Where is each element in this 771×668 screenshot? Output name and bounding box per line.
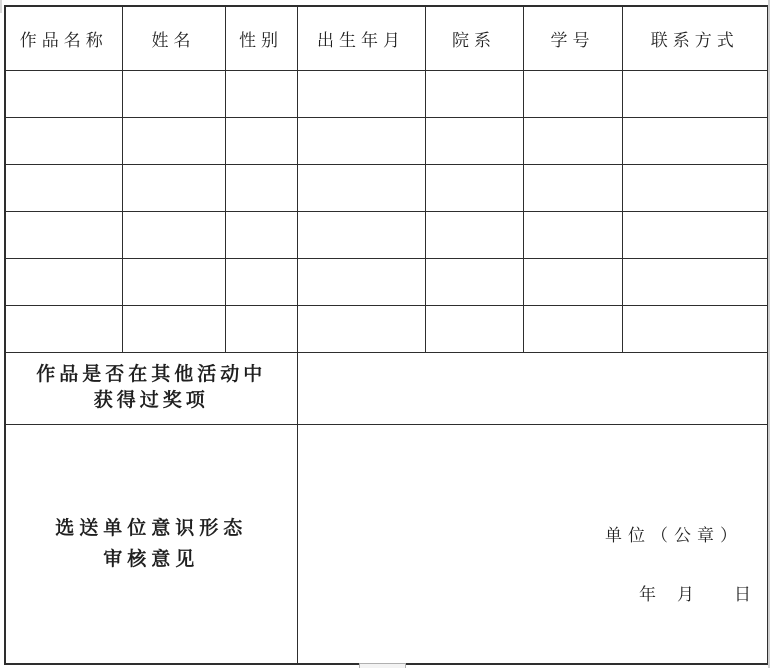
entry-cell[interactable]	[225, 305, 297, 352]
award-question-line1: 作品是否在其他活动中	[36, 364, 267, 385]
review-label-line1: 选送单位意识形态	[55, 517, 248, 539]
entry-cell[interactable]	[523, 117, 622, 164]
entry-cell[interactable]	[5, 305, 122, 352]
entry-cell[interactable]	[5, 117, 122, 164]
award-answer-cell[interactable]	[297, 352, 768, 424]
entry-row-2	[5, 117, 768, 164]
application-form-table	[4, 5, 769, 665]
header-cell-department: 院系	[425, 6, 523, 70]
entry-cell[interactable]	[425, 164, 523, 211]
entry-cell[interactable]	[122, 117, 225, 164]
header-cell-student-id: 学号	[523, 6, 622, 70]
entry-row-6	[5, 305, 768, 352]
header-cell-gender: 性别	[225, 6, 297, 70]
entry-cell[interactable]	[622, 211, 768, 258]
entry-cell[interactable]	[122, 211, 225, 258]
entry-cell[interactable]	[225, 70, 297, 117]
entry-cell[interactable]	[622, 164, 768, 211]
entry-cell[interactable]	[523, 70, 622, 117]
entry-cell[interactable]	[297, 164, 425, 211]
entry-cell[interactable]	[622, 305, 768, 352]
entry-cell[interactable]	[523, 258, 622, 305]
entry-cell[interactable]	[425, 258, 523, 305]
page-corner-tick	[0, 0, 2, 13]
entry-cell[interactable]	[523, 164, 622, 211]
entry-cell[interactable]	[297, 305, 425, 352]
entry-cell[interactable]	[5, 258, 122, 305]
review-comment-area[interactable]	[297, 424, 768, 664]
entry-row-1	[5, 70, 768, 117]
entry-cell[interactable]	[622, 117, 768, 164]
entry-cell[interactable]	[297, 211, 425, 258]
entry-cell[interactable]	[425, 117, 523, 164]
entry-cell[interactable]	[523, 305, 622, 352]
header-cell-work-title: 作品名称	[5, 6, 122, 70]
award-question-line2: 获得过奖项	[93, 390, 209, 411]
header-cell-birth-date: 出生年月	[297, 6, 425, 70]
date-label: 年 月 日	[639, 584, 753, 604]
entry-row-5	[5, 258, 768, 305]
entry-cell[interactable]	[5, 164, 122, 211]
entry-cell[interactable]	[122, 258, 225, 305]
table-resize-handle[interactable]	[359, 663, 406, 668]
entry-cell[interactable]	[622, 258, 768, 305]
entry-cell[interactable]	[5, 211, 122, 258]
header-cell-name: 姓名	[122, 6, 225, 70]
entry-cell[interactable]	[425, 305, 523, 352]
entry-cell[interactable]	[523, 211, 622, 258]
entry-cell[interactable]	[225, 164, 297, 211]
header-row	[5, 6, 768, 70]
entry-cell[interactable]	[622, 70, 768, 117]
entry-cell[interactable]	[297, 258, 425, 305]
entry-cell[interactable]	[5, 70, 122, 117]
award-question-row	[5, 352, 768, 424]
entry-cell[interactable]	[225, 211, 297, 258]
review-section-label	[5, 424, 297, 664]
award-question-label	[5, 352, 297, 424]
review-section-row	[5, 424, 768, 664]
entry-cell[interactable]	[425, 211, 523, 258]
entry-row-3	[5, 164, 768, 211]
entry-cell[interactable]	[225, 117, 297, 164]
entry-cell[interactable]	[225, 258, 297, 305]
entry-cell[interactable]	[425, 70, 523, 117]
header-cell-contact: 联系方式	[622, 6, 768, 70]
page-edge-line	[768, 0, 770, 668]
unit-seal-label: 单位（公章）	[605, 525, 743, 545]
entry-cell[interactable]	[122, 70, 225, 117]
entry-cell[interactable]	[122, 164, 225, 211]
entry-cell[interactable]	[297, 70, 425, 117]
entry-cell[interactable]	[122, 305, 225, 352]
entry-row-4	[5, 211, 768, 258]
review-label-line2: 审核意见	[103, 548, 200, 570]
entry-cell[interactable]	[297, 117, 425, 164]
